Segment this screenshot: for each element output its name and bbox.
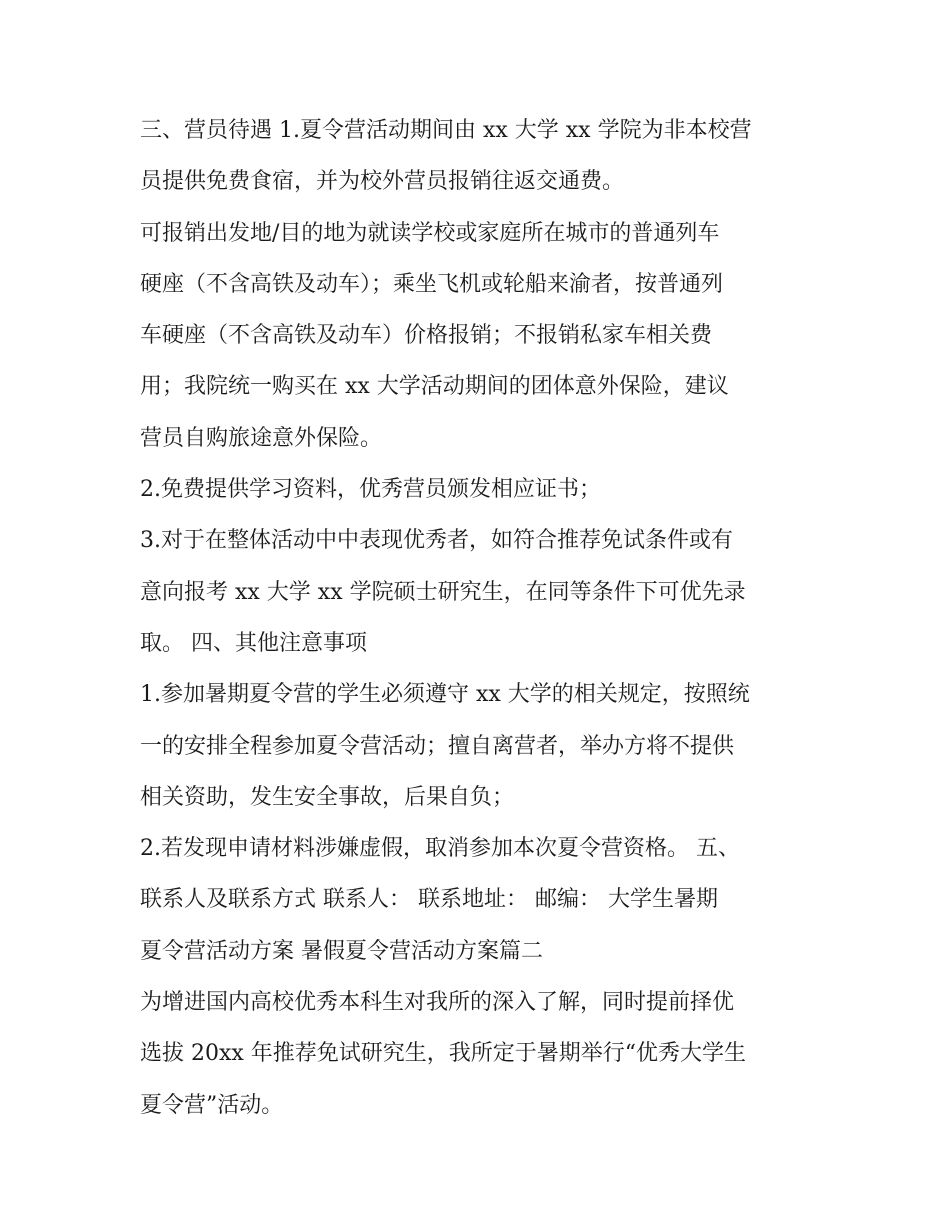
text-line: 用；我院统一购买在 xx 大学活动期间的团体意外保险，建议 [140, 374, 729, 400]
text-line: 3.对于在整体活动中中表现优秀者，如符合推荐免试条件或有 [140, 528, 733, 554]
text-line: 取。 四、其他注意事项 [140, 630, 367, 656]
text-line: 夏令营”活动。 [140, 1092, 284, 1118]
text-line: 选拔 20xx 年推荐免试研究生，我所定于暑期举行“优秀大学生 [140, 1041, 747, 1067]
text-line: 员提供免费食宿，并为校外营员报销往返交通费。 [140, 169, 625, 195]
text-line: 硬座（不含高铁及动车）；乘坐飞机或轮船来渝者，按普通列 [140, 271, 724, 297]
text-line: 夏令营活动方案 暑假夏令营活动方案篇二 [140, 938, 543, 964]
text-line: 为增进国内高校优秀本科生对我所的深入了解，同时提前择优 [140, 990, 735, 1016]
text-line: 一的安排全程参加夏令营活动；擅自离营者，举办方将不提供 [140, 733, 735, 759]
text-line: 2.免费提供学习资料，优秀营员颁发相应证书； [140, 477, 601, 503]
text-line: 相关资助，发生安全事故，后果自负； [140, 784, 515, 810]
text-line: 2.若发现申请材料涉嫌虚假，取消参加本次夏令营资格。 五、 [140, 836, 740, 862]
text-line: 营员自购旅途意外保险。 [140, 425, 383, 451]
text-line: 可报销出发地/目的地为就读学校或家庭所在城市的普通列车 [140, 220, 720, 246]
text-line: 联系人及联系方式 联系人： 联系地址： 邮编： 大学生暑期 [140, 887, 718, 913]
text-line: 车硬座（不含高铁及动车）价格报销；不报销私家车相关费 [140, 323, 713, 349]
document-body [140, 105, 820, 1131]
text-line: 意向报考 xx 大学 xx 学院硕士研究生，在同等条件下可优先录 [140, 579, 746, 605]
text-line: 三、营员待遇 1.夏令营活动期间由 xx 大学 xx 学院为非本校营 [140, 118, 752, 143]
text-line: 1.参加暑期夏令营的学生必须遵守 xx 大学的相关规定，按照统 [140, 682, 750, 708]
